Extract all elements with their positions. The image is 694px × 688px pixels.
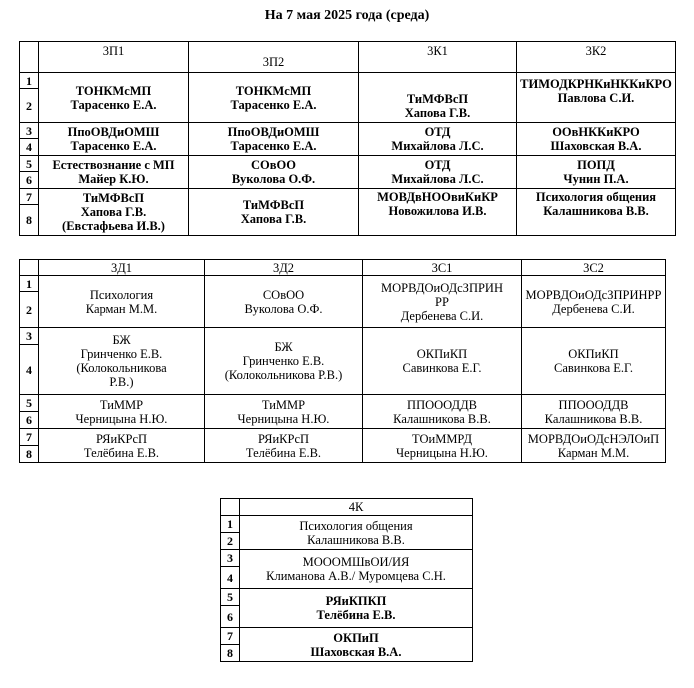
lesson-cell: [363, 395, 522, 429]
page-title: На 7 мая 2025 года (среда): [264, 8, 430, 23]
lesson-number: 3: [20, 328, 39, 345]
lesson-number: 8: [20, 205, 39, 236]
lesson-cell: [522, 429, 666, 463]
group-header: 3П2: [189, 42, 359, 73]
schedule-table-2: [19, 259, 666, 463]
lesson-number: 6: [20, 172, 39, 189]
lesson-text: РЯиКПКП: [325, 594, 387, 608]
schedule-table-3: [220, 498, 473, 662]
lesson-text: ТОНКМсМП: [75, 83, 152, 98]
lesson-text: Телёбина Е.В.: [83, 445, 160, 460]
lesson-cell: [39, 395, 205, 429]
lesson-text: ТОНКМсМП: [235, 83, 312, 98]
lesson-text: Дербенева С.И.: [400, 308, 484, 323]
lesson-text: Психология общения: [299, 518, 413, 533]
lesson-number: 7: [221, 628, 240, 645]
lesson-text: Естествознание с МП: [52, 158, 175, 172]
lesson-number: 8: [221, 645, 240, 662]
lesson-cell: [517, 189, 676, 236]
lesson-text: ОТД: [424, 158, 451, 172]
lesson-cell: [363, 328, 522, 395]
lesson-cell: [522, 328, 666, 395]
lesson-text: МОРВДОиОДсЗПРИНРР: [525, 287, 662, 302]
lesson-text: Гринченко Е.В.: [242, 354, 325, 368]
lesson-number: 1: [20, 73, 39, 89]
lesson-text: МОООМШвОИ/ИЯ: [302, 555, 410, 569]
lesson-text: ПпоОВДиОМШ: [67, 125, 160, 139]
lesson-cell: [363, 429, 522, 463]
lesson-text: Телёбина Е.В.: [245, 445, 322, 460]
lesson-text: Психология общения: [535, 190, 657, 204]
group-header: 3К1: [359, 42, 517, 73]
lesson-text: Калашникова В.В.: [307, 532, 405, 547]
lesson-text: ПпоОВДиОМШ: [227, 125, 320, 139]
table-header-row: [20, 260, 666, 276]
lesson-cell: [359, 156, 517, 189]
lesson-cell: [39, 429, 205, 463]
lesson-cell: [205, 395, 363, 429]
group-header: 4К: [240, 499, 473, 516]
lesson-text: СОвОО: [262, 287, 305, 302]
lesson-text: ТиММР: [99, 397, 144, 412]
lesson-text: Новожилова И.В.: [388, 204, 487, 218]
lesson-number: 5: [221, 589, 240, 606]
lesson-cell: [240, 516, 473, 550]
lesson-cell: [359, 189, 517, 236]
lesson-text: Карман М.М.: [85, 301, 158, 316]
group-header: 3С2: [522, 260, 666, 276]
lesson-text: (Евстафьева И.В.): [62, 219, 165, 233]
lesson-text: Черницына Н.Ю.: [237, 411, 330, 426]
lesson-cell: [39, 156, 189, 189]
lesson-number: 4: [221, 567, 240, 589]
lesson-text: Савинкова Е.Г.: [402, 361, 482, 375]
lesson-text: БЖ: [112, 333, 131, 347]
lesson-text: Вуколова О.Ф.: [244, 301, 323, 316]
lesson-text: Шаховская В.А.: [550, 139, 642, 153]
lesson-text: СОвОО: [251, 158, 296, 172]
lesson-text: Тарасенко Е.А.: [230, 139, 317, 153]
lesson-text: ООвНККиКРО: [552, 125, 640, 139]
lesson-text: (Колокольникова Р.В.): [224, 368, 343, 382]
lesson-text: Михайлова Л.С.: [391, 172, 484, 186]
lesson-cell: [205, 429, 363, 463]
lesson-cell: [189, 123, 359, 156]
lesson-text: Тарасенко Е.А.: [70, 97, 157, 112]
lesson-number: 1: [221, 516, 240, 533]
lesson-number: 6: [221, 606, 240, 628]
group-header: 3П1: [39, 42, 189, 73]
corner-cell: [221, 499, 240, 516]
lesson-cell: [39, 123, 189, 156]
lesson-text: ОТД: [424, 125, 451, 139]
lesson-text: Тарасенко Е.А.: [230, 97, 317, 112]
lesson-number: 2: [221, 533, 240, 550]
lesson-number: 3: [221, 550, 240, 567]
lesson-text: РЯиКРсП: [95, 431, 148, 446]
lesson-number: 2: [20, 292, 39, 328]
lesson-text: Климанова А.В./ Муромцева С.Н.: [266, 569, 446, 583]
table-header-row: [221, 499, 473, 516]
lesson-cell: [359, 73, 517, 123]
lesson-cell: [517, 156, 676, 189]
lesson-cell: [39, 189, 189, 236]
lesson-text: Михайлова Л.С.: [391, 139, 484, 153]
lesson-cell: [517, 73, 676, 123]
lesson-cell: [522, 276, 666, 328]
lesson-number: 8: [20, 446, 39, 463]
lesson-text: МОВДвНООвиКиКР: [377, 190, 498, 204]
lesson-cell: [240, 550, 473, 589]
lesson-text: Черницына Н.Ю.: [396, 445, 488, 460]
group-header: 3С1: [363, 260, 522, 276]
lesson-cell: [39, 73, 189, 123]
lesson-text: БЖ: [274, 340, 293, 354]
lesson-text: Хапова Г.В.: [404, 106, 471, 120]
lesson-text: Р.В.): [109, 375, 134, 389]
lesson-text: ТиММР: [261, 397, 306, 412]
lesson-cell: [39, 328, 205, 395]
lesson-text: ППОООДДВ: [407, 397, 477, 412]
lesson-cell: [517, 123, 676, 156]
lesson-text: Гринченко Е.В.: [80, 347, 163, 361]
lesson-text: РЯиКРсП: [257, 431, 310, 446]
group-header: 3К2: [517, 42, 676, 73]
lesson-text: ТИМОДКРНКиНККиКРО: [520, 77, 672, 91]
lesson-text: МОРВДОиОДсЗПРИН: [381, 280, 503, 295]
lesson-cell: [205, 328, 363, 395]
lesson-cell: [189, 156, 359, 189]
lesson-text: Павлова С.И.: [557, 91, 635, 105]
lesson-text: Карман М.М.: [557, 445, 630, 460]
lesson-text: ПОПД: [577, 158, 615, 172]
lesson-cell: [205, 276, 363, 328]
lesson-number: 3: [20, 123, 39, 139]
lesson-text: ТОиММРД: [412, 431, 472, 446]
corner-cell: [20, 260, 39, 276]
lesson-text: Хапова Г.В.: [80, 205, 147, 219]
lesson-number: 7: [20, 189, 39, 205]
lesson-text: Черницына Н.Ю.: [75, 411, 168, 426]
lesson-text: ТиМФВсП: [406, 92, 469, 106]
lesson-text: Телёбина Е.В.: [316, 608, 396, 622]
lesson-text: Вуколова О.Ф.: [231, 172, 316, 186]
lesson-cell: [189, 189, 359, 236]
lesson-text: ТиМФВсП: [242, 198, 305, 212]
lesson-text: ОКПиКП: [568, 347, 619, 361]
table-header-row: [20, 42, 676, 73]
lesson-text: (Колокольникова: [76, 361, 167, 375]
lesson-text: ТиМФВсП: [82, 191, 145, 205]
lesson-text: Чунин П.А.: [563, 172, 629, 186]
lesson-text: ОКПиКП: [416, 347, 468, 361]
lesson-cell: [522, 395, 666, 429]
lesson-number: 2: [20, 89, 39, 123]
lesson-number: 6: [20, 412, 39, 429]
lesson-text: Шаховская В.А.: [310, 644, 402, 659]
lesson-text: Тарасенко Е.А.: [70, 139, 157, 153]
corner-cell: [20, 42, 39, 73]
lesson-text: МОРВДОиОДсНЭЛОиП: [527, 431, 660, 446]
lesson-text: Дербенева С.И.: [552, 301, 635, 316]
lesson-number: 5: [20, 156, 39, 172]
lesson-text: Калашникова В.В.: [393, 411, 491, 426]
lesson-cell: [189, 73, 359, 123]
lesson-text: ППОООДДВ: [558, 397, 629, 412]
lesson-cell: [240, 589, 473, 628]
lesson-text: Калашникова В.В.: [544, 411, 643, 426]
lesson-cell: [240, 628, 473, 662]
group-header: 3Д1: [39, 260, 205, 276]
lesson-text: Калашникова В.В.: [543, 204, 649, 218]
lesson-text: Хапова Г.В.: [240, 212, 307, 226]
lesson-text: Савинкова Е.Г.: [554, 361, 633, 375]
schedule-table-1: [19, 41, 676, 236]
lesson-text: РР: [435, 294, 449, 309]
lesson-text: ОКПиП: [333, 630, 379, 645]
group-header: 3Д2: [205, 260, 363, 276]
lesson-cell: [39, 276, 205, 328]
lesson-number: 7: [20, 429, 39, 446]
lesson-text: Психология: [89, 287, 154, 302]
lesson-number: 5: [20, 395, 39, 412]
lesson-number: 1: [20, 276, 39, 292]
lesson-cell: [359, 123, 517, 156]
lesson-number: 4: [20, 345, 39, 395]
lesson-number: 4: [20, 139, 39, 156]
lesson-cell: [363, 276, 522, 328]
lesson-text: Майер К.Ю.: [78, 172, 149, 186]
